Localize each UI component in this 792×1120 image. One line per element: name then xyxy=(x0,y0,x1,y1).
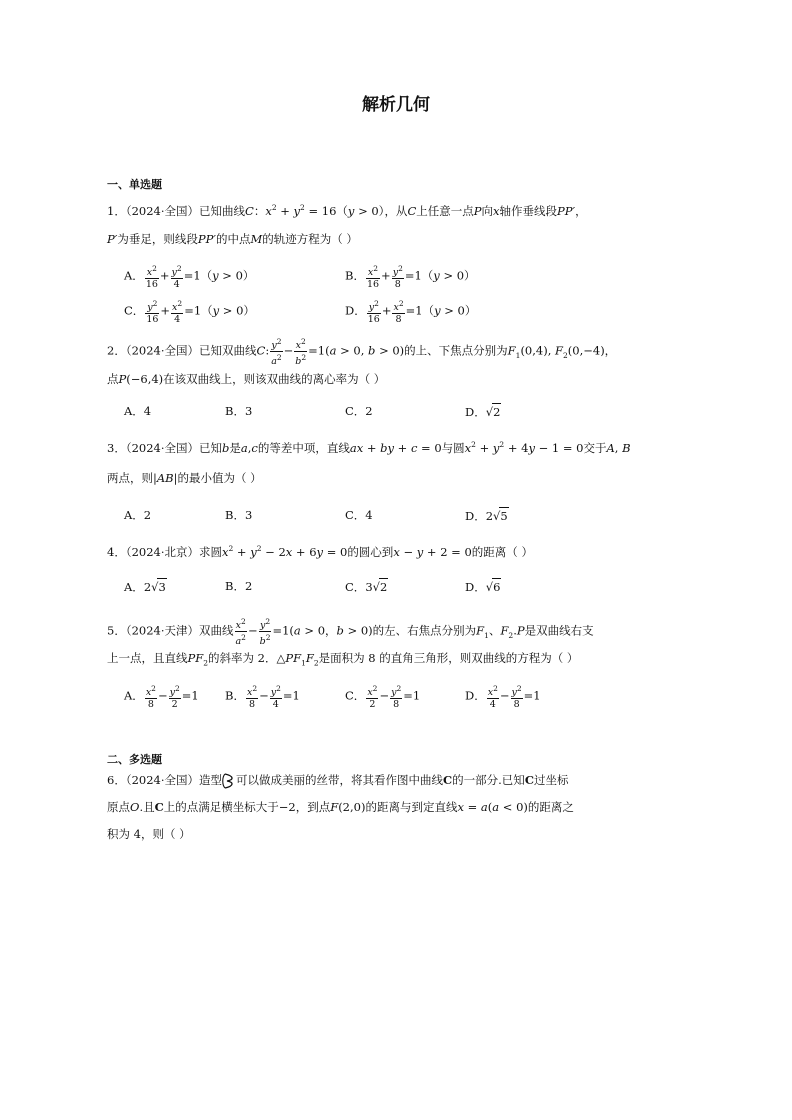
q3-line-2: 两点，则|AB|的最小值为（ ） xyxy=(107,471,262,485)
q6-line-2: 原点O.且C上的点满足横坐标大于−2，到点F(2,0)的距离与到定直线x = a(a < 0)的距离之 xyxy=(107,800,574,814)
q5-option-c[interactable]: C． $\frac{x^2}{2}$ − $\frac{y^2}{8}$ =1 xyxy=(345,684,421,711)
section-heading-single-choice: 一、单选题 xyxy=(107,178,162,191)
page-title: 解析几何 xyxy=(362,95,430,115)
q3-option-a[interactable]: A．2 xyxy=(124,508,152,522)
q6-line-1: 6．（2024·全国）造型 可以做成美丽的丝带，将其看作图中曲线C的一部分.已知C过坐标 xyxy=(107,773,569,787)
q3-line-1: 3．（2024·全国）已知b是a,c的等差中项，直线ax + by + c = 0与圆$x^2 + y^2 + 4y - 1 = 0$交于A, B xyxy=(107,440,631,455)
q2-option-a[interactable]: A．4 xyxy=(124,404,152,418)
q3-option-c[interactable]: C．4 xyxy=(345,508,373,522)
q2-line-2: 点P(−6,4)在该双曲线上，则该双曲线的离心率为（ ） xyxy=(107,372,386,386)
q4-option-d[interactable]: D．√6 xyxy=(465,580,501,594)
q3-option-b[interactable]: B．3 xyxy=(225,508,253,522)
q4-line-1: 4．（2024·北京）求圆$x^2 + y^2 - 2x + 6y = 0$的圆心到x − y + 2 = 0的距离（ ） xyxy=(107,544,533,559)
q2-option-b[interactable]: B．3 xyxy=(225,404,253,418)
q4-option-b[interactable]: B．2 xyxy=(225,579,253,593)
q5-option-b[interactable]: B． $\frac{x^2}{8}$ − $\frac{y^2}{4}$ =1 xyxy=(225,684,300,711)
q1-option-b[interactable]: B． $\frac{x^2}{16}$ + $\frac{y^2}{8}$ =1（y > 0） xyxy=(345,264,476,291)
q3-option-d[interactable]: D．2√5 xyxy=(465,509,508,523)
q1-option-c[interactable]: C． $\frac{y^2}{16}$ + $\frac{x^2}{4}$ =1（y > 0） xyxy=(124,299,255,326)
q5-line-2: 上一点，且直线$PF_2$的斜率为 2．$\triangle PF_1F_2$是面积为 8 的直角三角形，则双曲线的方程为（ ） xyxy=(107,651,579,668)
q1-option-a[interactable]: A． $\frac{x^2}{16}$ + $\frac{y^2}{4}$ =1（y > 0） xyxy=(124,264,255,291)
q5-option-a[interactable]: A． $\frac{x^2}{8}$ − $\frac{y^2}{2}$ =1 xyxy=(124,684,199,711)
q1-line-2: P′为垂足，则线段PP′的中点M的轨迹方程为（ ） xyxy=(107,232,358,246)
q5-line-1: 5．（2024·天津）双曲线 $\frac{x^2}{a^2}$ − $\frac{y^2}{b^2}$ =1(a > 0，b > 0)的左、右焦点分别为$F_1$、$F_2.P$是双曲线右支 xyxy=(107,617,594,648)
q2-line-1: 2．（2024·全国）已知双曲线C: $\frac{y^2}{a^2}$ − $\frac{x^2}{b^2}$ =1(a > 0, b > 0)的上、下焦点分别为$F_1(0,4)$, $F_2(0,-4)$， xyxy=(107,337,617,368)
section-heading-multiple-choice: 二、多选题 xyxy=(107,753,162,766)
q6-line-3: 积为 4，则（ ） xyxy=(107,827,191,841)
q4-option-a[interactable]: A．2√3 xyxy=(124,580,166,594)
q2-option-c[interactable]: C．2 xyxy=(345,404,373,418)
q1-option-d[interactable]: D． $\frac{y^2}{16}$ + $\frac{x^2}{8}$ =1（y > 0） xyxy=(345,299,477,326)
q4-option-c[interactable]: C．3√2 xyxy=(345,580,388,594)
q5-option-d[interactable]: D． $\frac{x^2}{4}$ − $\frac{y^2}{8}$ =1 xyxy=(465,684,541,711)
ribbon-curve-icon xyxy=(222,773,236,789)
q1-line-1: 1．（2024·全国）已知曲线C：$x^2 + y^2 = 16(y > 0)$，从C上任意一点P向x轴作垂线段PP′， xyxy=(107,203,587,218)
q2-option-d[interactable]: D．√2 xyxy=(465,405,501,419)
